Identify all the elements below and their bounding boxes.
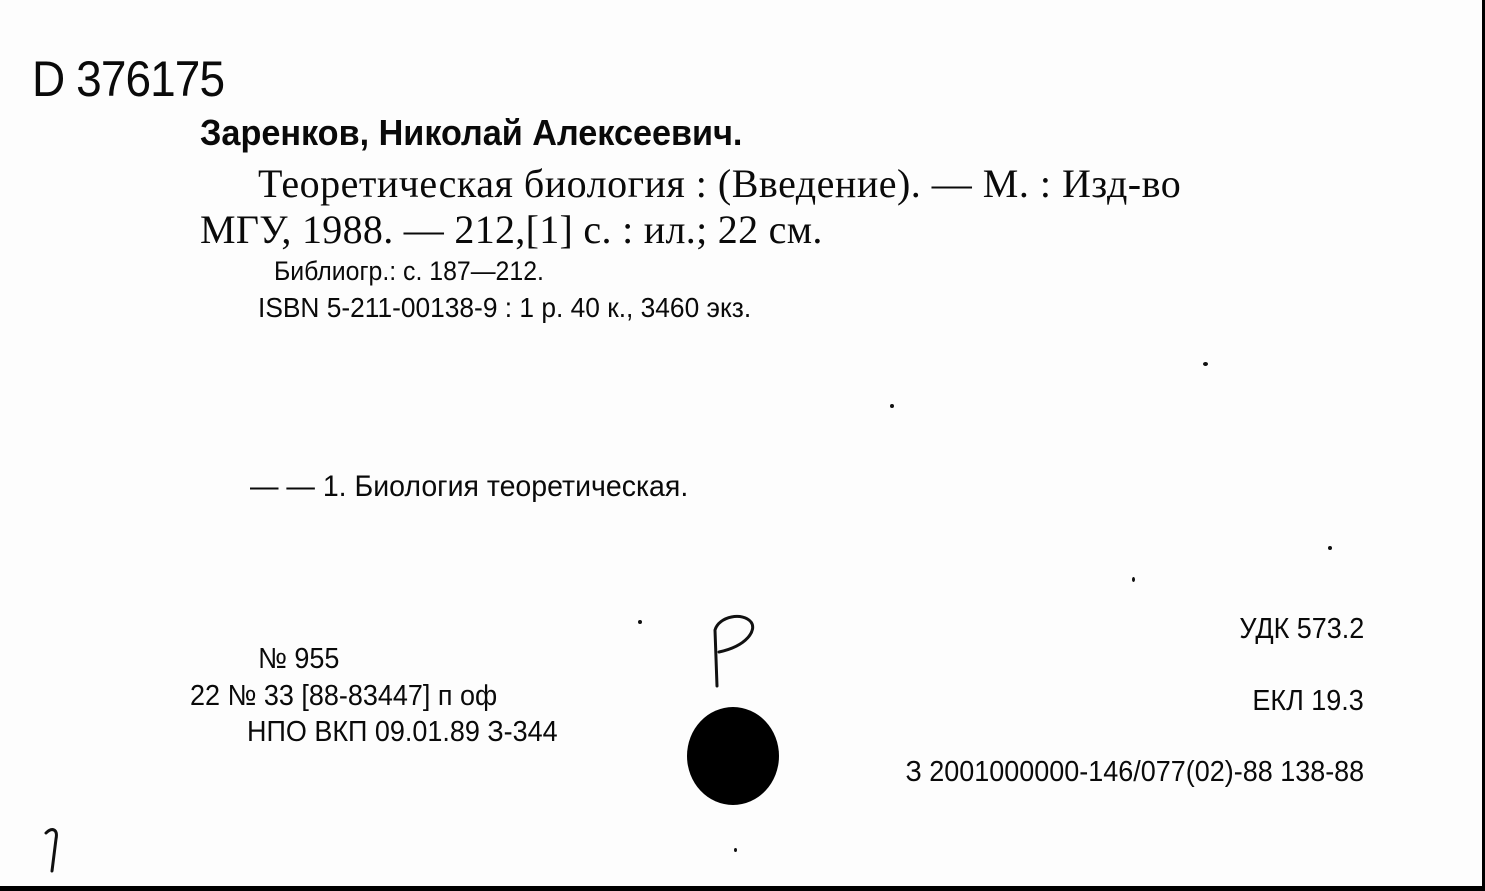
- author-heading: Заренков, Николай Алексеевич.: [200, 112, 743, 153]
- title-statement-line-2: МГУ, 1988. — 212,[1] с. : ил.; 22 см.: [200, 207, 823, 252]
- ekl-classification: ЕКЛ 19.3: [1252, 685, 1364, 717]
- handwritten-letter-mark: [705, 608, 765, 690]
- scan-speck: [734, 848, 737, 852]
- npo-line: НПО ВКП 09.01.89 З-344: [247, 716, 558, 748]
- pencil-mark-icon: [42, 825, 66, 875]
- scan-speck: [1328, 546, 1332, 550]
- scan-speck: [1203, 362, 1208, 366]
- udk-classification: УДК 573.2: [1239, 613, 1364, 645]
- subject-tracing: — — 1. Биология теоретическая.: [250, 470, 689, 503]
- order-line: 22 № 33 [88-83447] п оф: [190, 680, 498, 712]
- punch-hole: [687, 707, 779, 805]
- scan-speck: [1132, 577, 1135, 582]
- publisher-code: З 2001000000-146/077(02)-88 138-88: [905, 756, 1364, 788]
- title-statement-line-1: Теоретическая биология : (Введение). — М. : Изд-во: [258, 161, 1182, 206]
- bibliography-note: Библиогр.: с. 187—212.: [274, 256, 544, 286]
- order-number: № 955: [258, 643, 340, 675]
- scan-speck: [638, 620, 642, 624]
- shelf-mark: D 376175: [32, 51, 225, 107]
- isbn-note: ISBN 5-211-00138-9 : 1 р. 40 к., 3460 экз.: [258, 292, 752, 323]
- scan-speck: [890, 404, 894, 408]
